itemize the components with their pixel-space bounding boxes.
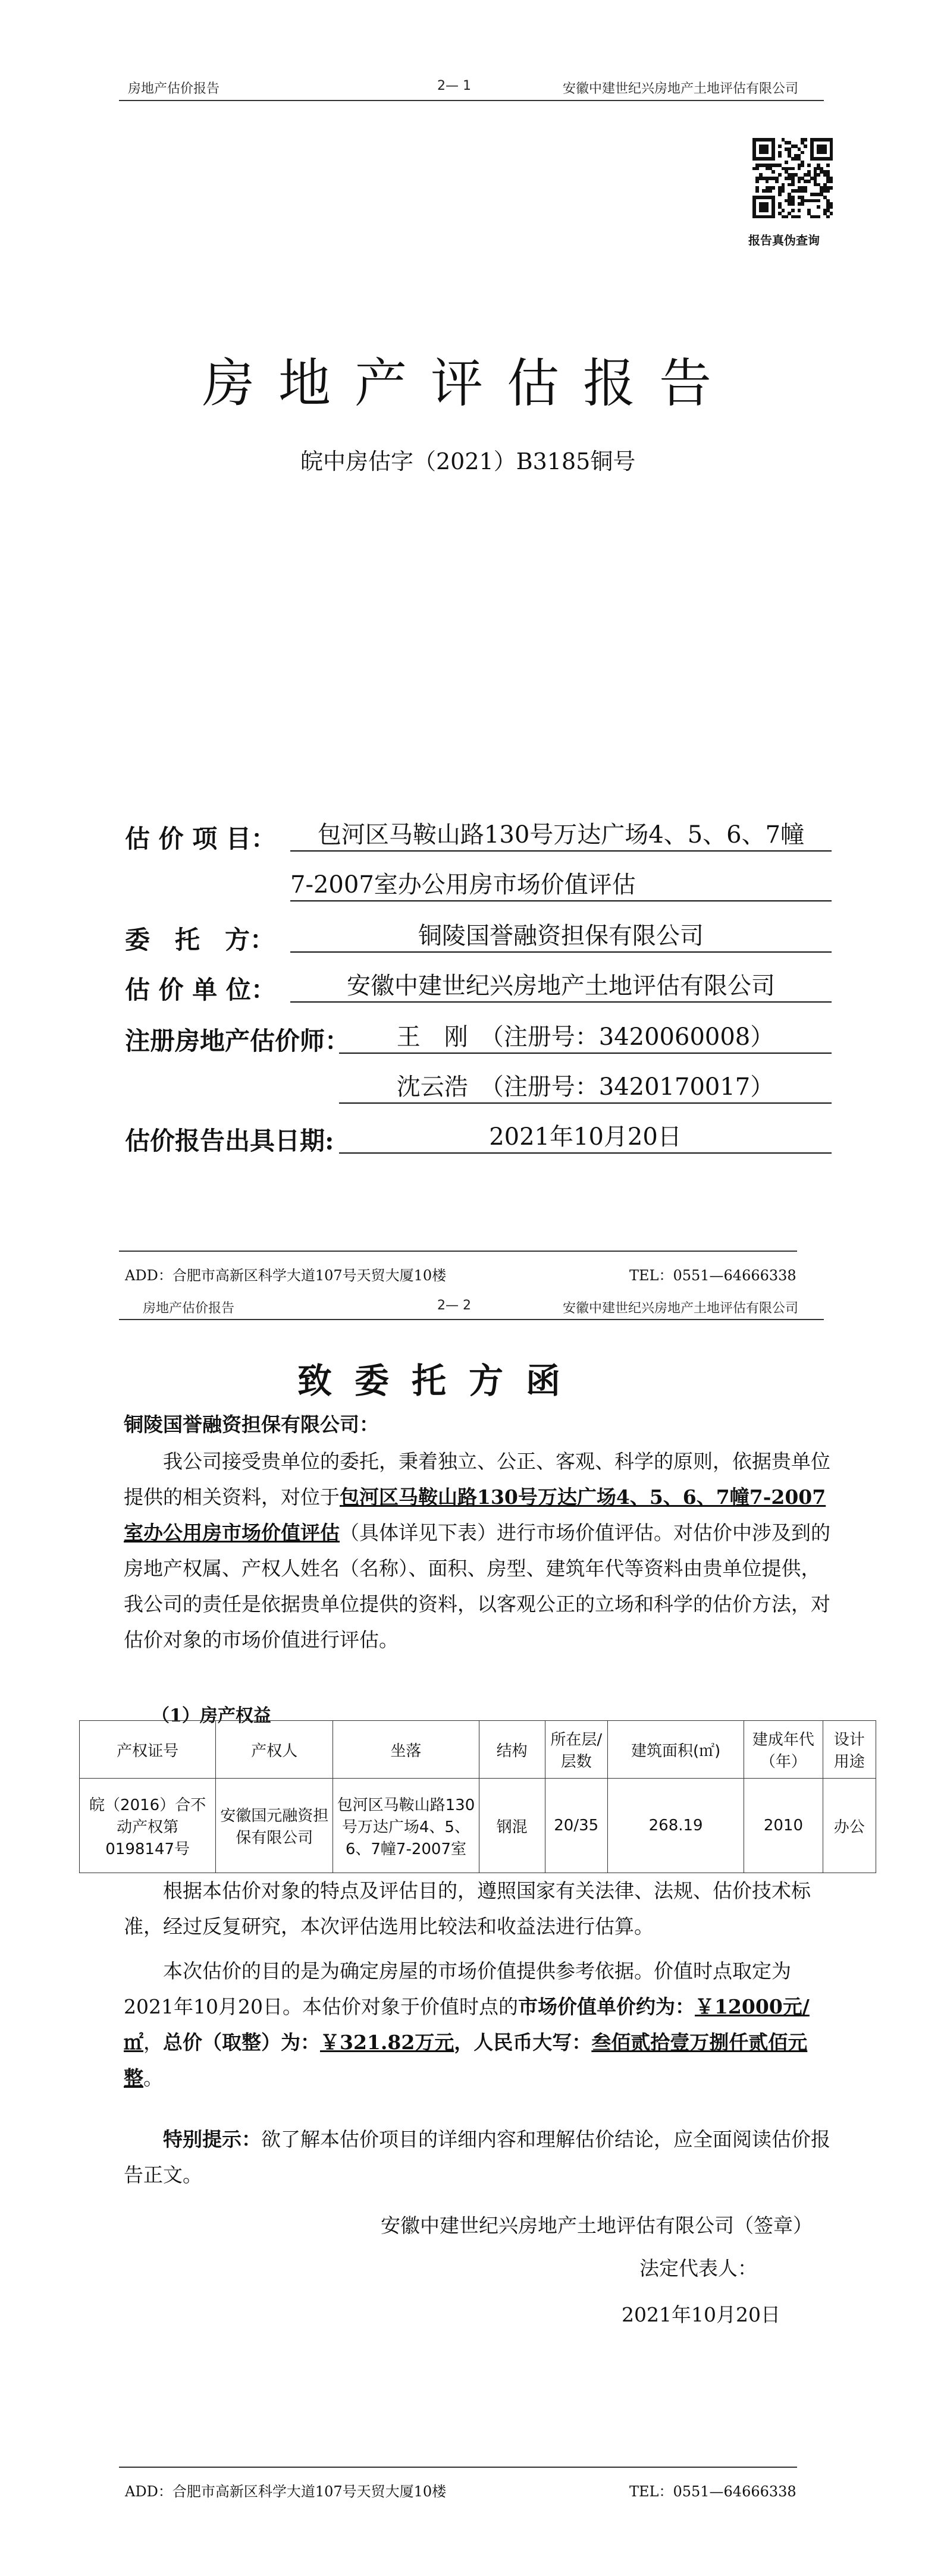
qr-module bbox=[778, 144, 782, 148]
table-header-use: 设计用途 bbox=[823, 1721, 876, 1779]
table-cell-cert: 皖（2016）合不动产权第0198147号 bbox=[80, 1779, 216, 1873]
qr-module bbox=[817, 173, 820, 177]
qr-module bbox=[817, 215, 820, 219]
signature-date: 2021年10月20日 bbox=[622, 2303, 780, 2326]
special-tip-label: 特别提示： bbox=[163, 2128, 261, 2151]
report-date-value: 2021年10月20日 bbox=[339, 1121, 832, 1154]
unit-price-label: 市场价值单价约为： bbox=[518, 1995, 695, 2018]
special-tip-text: 欲了解本估价项目的详细内容和理解估价结论，应全面阅读估价报告正文。 bbox=[124, 2128, 830, 2187]
page2-footer-address: ADD：合肥市高新区科学大道107号天贸大厦10楼 bbox=[125, 2483, 447, 2500]
client-value: 铜陵国誉融资担保有限公司 bbox=[290, 921, 832, 953]
table-cell-floor: 20/35 bbox=[545, 1779, 607, 1873]
qr-module bbox=[791, 167, 795, 171]
special-tip bbox=[124, 2122, 832, 2193]
qr-module bbox=[755, 180, 759, 183]
table-cell-year: 2010 bbox=[744, 1779, 823, 1873]
table-row bbox=[80, 1779, 876, 1873]
paragraph-2: 根据本估价对象的特点及评估目的，遵照国家有关法律、法规、估价技术标准，经过反复研究，本次评估选用比较法和收益法进行估算。 bbox=[124, 1879, 811, 1938]
qr-module bbox=[778, 173, 782, 177]
qr-module bbox=[830, 157, 833, 161]
paragraph-1 bbox=[124, 1444, 832, 1658]
qr-module bbox=[782, 189, 785, 193]
qr-module bbox=[830, 180, 833, 183]
signature-company: 安徽中建世纪兴房地产土地评估有限公司（签章） bbox=[381, 2214, 813, 2237]
table-cell-owner: 安徽国元融资担保有限公司 bbox=[216, 1779, 333, 1873]
qr-module bbox=[817, 205, 820, 209]
qr-module bbox=[755, 167, 759, 171]
qr-module bbox=[804, 144, 807, 148]
page1-header-left: 房地产估价报告 bbox=[128, 81, 220, 96]
qr-module bbox=[775, 180, 779, 183]
paragraph-3-text-a: 本次估价的目的是为确定房屋的市场价值提供参考依据。价值时点取定为2021年10月20日。本估价对象于价值时点的 bbox=[124, 1959, 791, 2018]
qr-module bbox=[785, 161, 788, 164]
page1-header-right: 安徽中建世纪兴房地产土地评估有限公司 bbox=[563, 81, 799, 96]
page1-header-rule bbox=[119, 100, 824, 101]
qr-module bbox=[778, 154, 782, 158]
qr-module bbox=[826, 215, 830, 219]
project-value-line1: 包河区马鞍山路130号万达广场4、5、6、7幢 bbox=[290, 819, 832, 852]
table-header-location: 坐落 bbox=[333, 1721, 479, 1779]
appraiser-2: 沈云浩 （注册号：3420170017） bbox=[339, 1072, 832, 1104]
qr-caption: 报告真伪查询 bbox=[748, 233, 820, 247]
qr-module bbox=[807, 164, 811, 167]
report-title: 房地产评估报告 bbox=[202, 353, 736, 414]
page2-header-page-number: 2— 2 bbox=[437, 1298, 471, 1313]
qr-module bbox=[791, 202, 795, 206]
qr-module bbox=[755, 189, 759, 193]
qr-module bbox=[798, 215, 801, 219]
qr-module bbox=[791, 209, 795, 212]
qr-module bbox=[798, 180, 801, 183]
table-header-floor: 所在层/层数 bbox=[545, 1721, 607, 1779]
qr-module bbox=[830, 205, 833, 209]
paragraph-1-text-c: （具体详见下表）进行市场价值评估。对估价中涉及到的房地产权属、产权人姓名（名称）、面积、房型、建筑年代等资料由贵单位提供，我公司的责任是依据贵单位提供的资料，以客观公正的立场和科学的估价方法，对估价对象的市场价值进行评估。 bbox=[124, 1521, 830, 1651]
qr-module bbox=[798, 209, 801, 212]
qr-module bbox=[791, 183, 795, 187]
page1-footer-tel: TEL：0551—64666338 bbox=[629, 1267, 796, 1284]
unit-price-value: ￥12000元/㎡ bbox=[124, 1995, 810, 2054]
qr-module bbox=[778, 193, 782, 196]
qr-module bbox=[771, 186, 775, 190]
page1-header-page-number: 2— 1 bbox=[437, 78, 471, 93]
table-header-area: 建筑面积(㎡) bbox=[607, 1721, 744, 1779]
table-caption: （1）房产权益 bbox=[152, 1705, 271, 1726]
legal-representative-label: 法定代表人： bbox=[639, 2257, 757, 2280]
page2-header-right: 安徽中建世纪兴房地产土地评估有限公司 bbox=[563, 1301, 799, 1316]
letter-title: 致委托方函 bbox=[297, 1361, 584, 1401]
total-price-value: ￥321.82万元 bbox=[320, 2031, 454, 2054]
page2-footer-rule bbox=[119, 2467, 797, 2468]
qr-module bbox=[830, 212, 833, 215]
table-header-structure: 结构 bbox=[479, 1721, 545, 1779]
qr-module bbox=[830, 186, 833, 190]
page1-footer-address: ADD：合肥市高新区科学大道107号天贸大厦10楼 bbox=[125, 1267, 447, 1284]
qr-module bbox=[769, 189, 772, 193]
client-label: 委 托 方： bbox=[125, 925, 275, 954]
page2-footer-tel: TEL：0551—64666338 bbox=[629, 2483, 796, 2500]
qr-module bbox=[807, 180, 811, 183]
paragraph-3 bbox=[124, 1953, 832, 2096]
paragraph-3-period: 。 bbox=[143, 2066, 163, 2090]
qr-module bbox=[823, 151, 827, 155]
qr-module bbox=[801, 151, 804, 155]
qr-module bbox=[801, 164, 804, 167]
qr-module bbox=[798, 167, 801, 171]
qr-module bbox=[771, 215, 775, 219]
capital-amount-value: 叁佰贰拾壹万捌仟贰佰元整 bbox=[124, 2031, 808, 2090]
paragraph-3-comma: ， bbox=[143, 2031, 163, 2054]
project-value-line2: 7-2007室办公用房市场价值评估 bbox=[290, 869, 832, 901]
qr-module bbox=[766, 209, 769, 212]
qr-module bbox=[804, 189, 807, 193]
property-rights-table bbox=[79, 1720, 876, 1873]
capital-amount-label: ，人民币大写： bbox=[454, 2031, 592, 2054]
qr-module bbox=[817, 199, 820, 203]
table-cell-use: 办公 bbox=[823, 1779, 876, 1873]
page2-header-rule bbox=[119, 1319, 824, 1320]
total-price-label: 总价（取整）为： bbox=[163, 2031, 320, 2054]
addressee: 铜陵国誉融资担保有限公司： bbox=[124, 1413, 379, 1436]
page1-footer-rule bbox=[119, 1251, 797, 1252]
qr-module bbox=[771, 170, 775, 174]
registered-appraiser-label: 注册房地产估价师： bbox=[125, 1026, 350, 1055]
project-label: 估 价 项 目： bbox=[125, 824, 276, 853]
qr-code-icon[interactable] bbox=[752, 138, 833, 218]
paragraph-1-subject: 包河区马鞍山路130号万达广场4、5、6、7幢7-2007室办公用房市场价值评估 bbox=[124, 1485, 826, 1544]
table-cell-area: 268.19 bbox=[607, 1779, 744, 1873]
table-header-owner: 产权人 bbox=[216, 1721, 333, 1779]
qr-module bbox=[826, 189, 830, 193]
appraiser-org-label: 估 价 单 位： bbox=[125, 975, 276, 1004]
appraiser-1: 王 刚 （注册号：3420060008） bbox=[339, 1022, 832, 1054]
table-header-year: 建成年代（年） bbox=[744, 1721, 823, 1779]
qr-module bbox=[766, 180, 769, 183]
appraiser-org-value: 安徽中建世纪兴房地产土地评估有限公司 bbox=[290, 970, 832, 1003]
table-cell-structure: 钢混 bbox=[479, 1779, 545, 1873]
qr-module bbox=[804, 138, 807, 142]
qr-module bbox=[766, 151, 769, 155]
qr-module bbox=[782, 209, 785, 212]
document-number: 皖中房估字（2021）B3185铜号 bbox=[300, 448, 636, 475]
qr-module bbox=[785, 215, 788, 219]
qr-module bbox=[826, 164, 830, 167]
table-header-cert: 产权证号 bbox=[80, 1721, 216, 1779]
report-date-label: 估价报告出具日期: bbox=[125, 1126, 334, 1155]
paragraph-1-text-a: 我公司接受贵单位的委托，秉着独立、公正、客观、科学的原则，依据贵单位提供的相关资料，对位于 bbox=[124, 1450, 830, 1509]
page2-header-left: 房地产估价报告 bbox=[143, 1301, 235, 1316]
qr-module bbox=[801, 202, 804, 206]
table-header-row bbox=[80, 1721, 876, 1779]
qr-module bbox=[771, 157, 775, 161]
table-cell-location: 包河区马鞍山路130号万达广场4、5、6、7幢7-2007室 bbox=[333, 1779, 479, 1873]
